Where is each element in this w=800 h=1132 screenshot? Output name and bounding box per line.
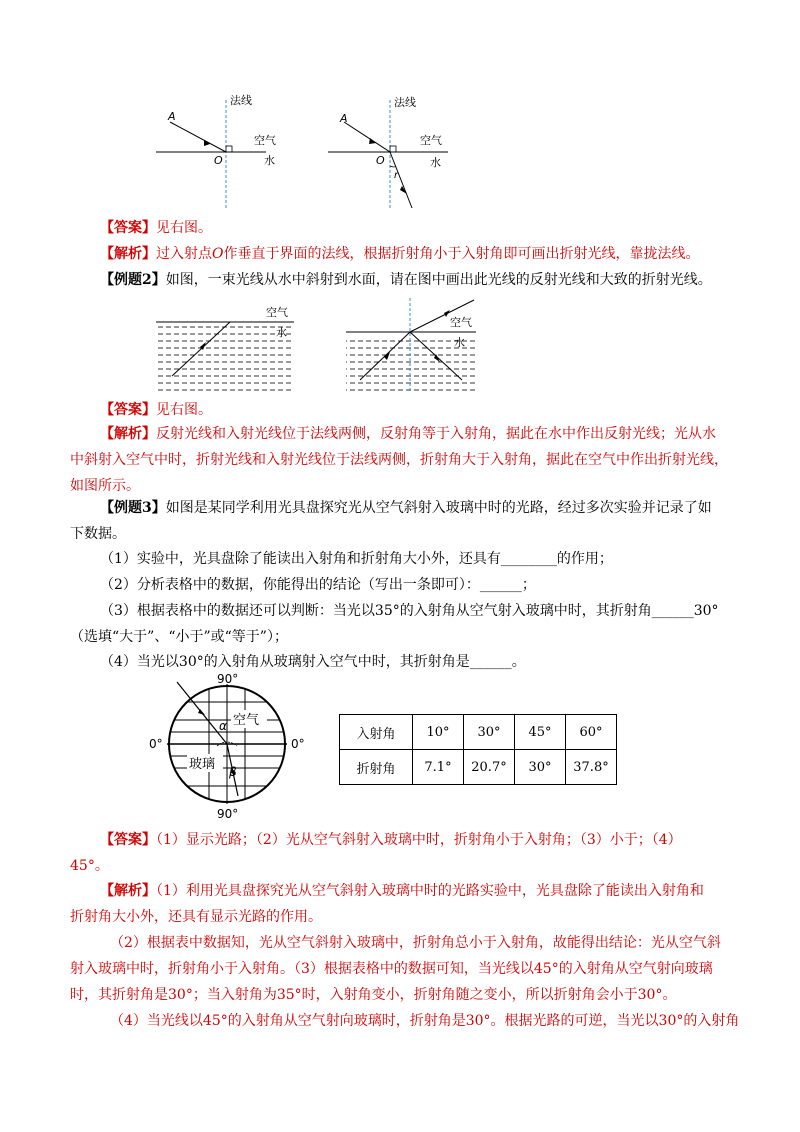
table-cell: 折射角 <box>340 750 413 785</box>
analysis-3: 【解析】（1）利用光具盘探究光从空气斜射入玻璃中时的光路实验中，光具盘除了能读出入射角和 折射角大小外，还具有显示光路的作用。 （2）根据表中数据知，光从空气斜射入玻璃中，折射角总小于入射角，故能得出结论：光从空气斜 射入玻璃中时，折射角小于入射角。（3）根据表格中的数据可知，当光线以45°的入射角从空气射向玻璃 时，其折射角是30°；当入射角为35°时，入射角变小，折射角随之变小，所以折射角会小于30°。 （4）当光线以45°的入射角从空气射向玻璃时，折射角是30°。根据光路的可逆，当光以30°的入射角 <box>70 883 740 1029</box>
figure-refraction-air-water <box>150 92 460 212</box>
table-cell: 30° <box>464 715 515 750</box>
table-cell: 60° <box>566 715 617 750</box>
medium-water: 水 <box>276 326 287 339</box>
figure-left <box>156 305 294 392</box>
table-cell: 7.1° <box>413 750 464 785</box>
medium-air: 空气 <box>266 306 288 319</box>
figure-right <box>328 95 448 210</box>
label-0-left: 0° <box>149 737 163 751</box>
table-cell: 45° <box>515 715 566 750</box>
normal-label: 法线 <box>230 94 252 107</box>
medium-water: 水 <box>264 154 275 167</box>
question-1: （1）实验中，光具盘除了能读出入射角和折射角大小外，还具有________的作用； <box>100 551 613 567</box>
label-glass: 玻璃 <box>189 757 216 772</box>
answer-1: 【答案】见右图。 <box>100 220 212 236</box>
table-cell: 入射角 <box>340 715 413 750</box>
label-0-right: 0° <box>291 737 305 751</box>
data-table <box>339 714 617 785</box>
table-row <box>340 715 617 750</box>
figure-left <box>156 93 276 210</box>
question-3b: （选填“大于”、“小于”或“等于”）； <box>70 629 288 645</box>
example-3: 【例题3】如图是某同学利用光具盘探究光从空气斜射入玻璃中时的光路，经过多次实验并记录了如 下数据。 <box>70 500 712 542</box>
answer-2: 【答案】见右图。 <box>100 402 212 418</box>
question-2: （2）分析表格中的数据，你能得出的结论（写出一条即可）：______； <box>100 577 536 593</box>
analysis-2: 【解析】反射光线和入射光线位于法线两侧，反射角等于入射角，据此在水中作出反射光线；光从水 中斜射入空气中时，折射光线和入射光线位于法线两侧，折射角大于入射角，据此在空气中作出折射光线， 如图所示。 <box>70 426 728 494</box>
angle-r: r <box>394 170 399 181</box>
normal-label: 法线 <box>394 96 416 109</box>
angle-alpha: α <box>219 719 227 733</box>
label-90-bottom: 90° <box>217 807 239 821</box>
angle-beta: β <box>229 765 237 779</box>
medium-air: 空气 <box>420 134 442 147</box>
answer-3: 【答案】（1）显示光路；（2）光从空气斜射入玻璃中时，折射角小于入射角；（3）小于；（4） 45°。 <box>70 832 682 874</box>
example-2: 【例题2】如图，一束光线从水中斜射到水面，请在图中画出此光线的反射光线和大致的折射光线。 <box>100 272 712 288</box>
table-cell: 30° <box>515 750 566 785</box>
table-row <box>340 750 617 785</box>
point-o: O <box>376 154 385 167</box>
table-cell: 37.8° <box>566 750 617 785</box>
light-disk-diagram <box>145 672 310 822</box>
point-a: A <box>168 110 176 123</box>
analysis-1: 【解析】过入射点O作垂直于界面的法线，根据折射角小于入射角即可画出折射光线，靠拢法线。 <box>100 246 700 262</box>
question-3a: （3）根据表格中的数据还可以判断：当光以35°的入射角从空气射入玻璃中时，其折射角______30° <box>100 603 719 619</box>
label-90-top: 90° <box>217 672 239 686</box>
table-cell: 10° <box>413 715 464 750</box>
label-air: 空气 <box>233 713 260 728</box>
medium-water: 水 <box>430 156 441 169</box>
point-o: O <box>214 154 223 167</box>
point-a: A <box>340 112 348 125</box>
medium-air: 空气 <box>450 316 472 329</box>
question-4: （4）当光以30°的入射角从玻璃射入空气中时，其折射角是______。 <box>100 654 526 670</box>
figure-water-surface <box>150 296 490 396</box>
table-cell: 20.7° <box>464 750 515 785</box>
medium-water: 水 <box>454 336 465 349</box>
medium-air: 空气 <box>254 134 276 147</box>
figure-right <box>346 298 476 392</box>
